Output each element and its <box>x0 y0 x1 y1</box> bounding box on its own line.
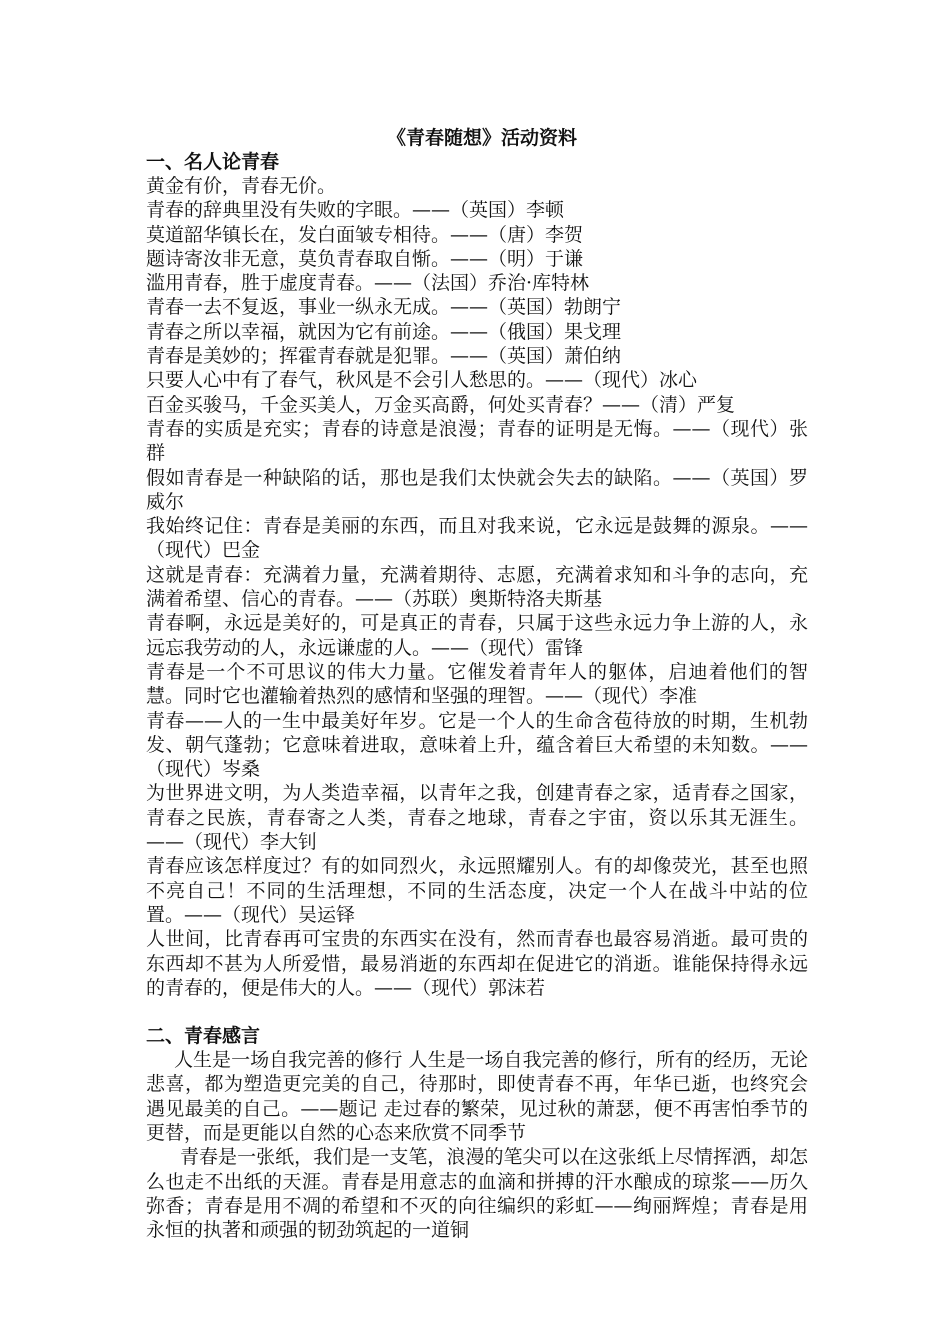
quote-item: 青春应该怎样度过？有的如同烈火，永远照耀别人。有的却像荧光，甚至也照不亮自己！不同的生活理想，不同的生活态度，决定一个人在战斗中站的位置。——（现代）吴运铎 <box>146 855 808 926</box>
quote-item: 黄金有价，青春无价。 <box>146 175 337 197</box>
quote-item: 青春是一个不可思议的伟大力量。它催发着青年人的躯体，启迪着他们的智慧。同时它也灌输着热烈的感情和坚强的理智。——（现代）李准 <box>146 660 808 708</box>
essay-paragraph: 人生是一场自我完善的修行 人生是一场自我完善的修行，所有的经历，无论悲喜，都为塑造更完美的自己，待那时，即使青春不再，年华已逝，也终究会遇见最美的自己。——题记 走过春的繁荣，见过秋的萧瑟，便不再害怕季节的更替，而是更能以自然的心态来欣赏不同季节 <box>146 1049 808 1144</box>
quote-item: 人世间，比青春再可宝贵的东西实在没有，然而青春也最容易消逝。最可贵的东西却不甚为人所爱惜，最易消逝的东西却在促进它的消逝。谁能保持得永远的青春的，便是伟大的人。——（现代）郭沫若 <box>146 928 808 999</box>
quote-item: 青春啊，永远是美好的，可是真正的青春，只属于这些永远力争上游的人，永远忘我劳动的人，永远谦虚的人。——（现代）雷锋 <box>146 612 808 659</box>
quote-item: 青春——人的一生中最美好年岁。它是一个人的生命含苞待放的时期，生机勃发、朝气蓬勃；它意味着进取，意味着上升，蕴含着巨大希望的未知数。——（现代）岑桑 <box>146 709 808 781</box>
quote-item: 只要人心中有了春气，秋风是不会引人愁思的。——（现代）冰心 <box>146 369 698 392</box>
quote-item: 题诗寄汝非无意，莫负青春取自惭。——（明）于谦 <box>146 247 584 270</box>
document-title: 《青春随想》活动资料 <box>386 127 577 149</box>
quote-list <box>146 174 808 1000</box>
quote-item: 青春的实质是充实；青春的诗意是浪漫；青春的证明是无悔。——（现代）张群 <box>146 417 808 465</box>
quote-item: 青春的辞典里没有失败的字眼。——（英国）李顿 <box>146 199 565 222</box>
section-spacer <box>146 1000 808 1024</box>
quote-item: 这就是青春：充满着力量，充满着期待、志愿，充满着求知和斗争的志向，充满着希望、信心的青春。——（苏联）奥斯特洛夫斯基 <box>146 563 808 611</box>
quote-item: 青春之所以幸福，就因为它有前途。——（俄国）果戈理 <box>146 320 622 343</box>
quote-item: 莫道韶华镇长在，发白面皱专相待。——（唐）李贺 <box>146 223 584 246</box>
quote-item: 假如青春是一种缺陷的话，那也是我们太快就会失去的缺陷。——（英国）罗威尔 <box>146 466 808 513</box>
section1-heading: 一、名人论青春 <box>146 151 280 173</box>
quote-item: 我始终记住：青春是美丽的东西，而且对我来说，它永远是鼓舞的源泉。——（现代）巴金 <box>146 515 808 562</box>
quote-item: 滥用青春，胜于虚度青春。——（法国）乔治·库特林 <box>146 272 590 295</box>
quote-item: 百金买骏马，千金买美人，万金买高爵，何处买青春？——（清）严复 <box>146 393 736 416</box>
essay-paragraph: 青春是一张纸，我们是一支笔，浪漫的笔尖可以在这张纸上尽情挥洒，却怎么也走不出纸的天涯。青春是用意志的血滴和拼搏的汗水酿成的琼浆——历久弥香；青春是用不凋的希望和不灭的向往编织的彩虹——绚丽辉煌；青春是用永恒的执著和顽强的韧劲筑起的一道铜 <box>146 1146 808 1242</box>
section2-heading: 二、青春感言 <box>146 1025 261 1048</box>
quote-item: 青春是美妙的；挥霍青春就是犯罪。——（英国）萧伯纳 <box>146 345 622 368</box>
quote-item: 青春一去不复返，事业一纵永无成。——（英国）勃朗宁 <box>146 296 622 319</box>
document-page <box>146 126 808 1242</box>
quote-item: 为世界进文明，为人类造幸福，以青年之我，创建青春之家，适青春之国家，青春之民族，青春寄之人类，青春之地球，青春之宇宙，资以乐其无涯生。——（现代）李大钊 <box>146 782 808 854</box>
